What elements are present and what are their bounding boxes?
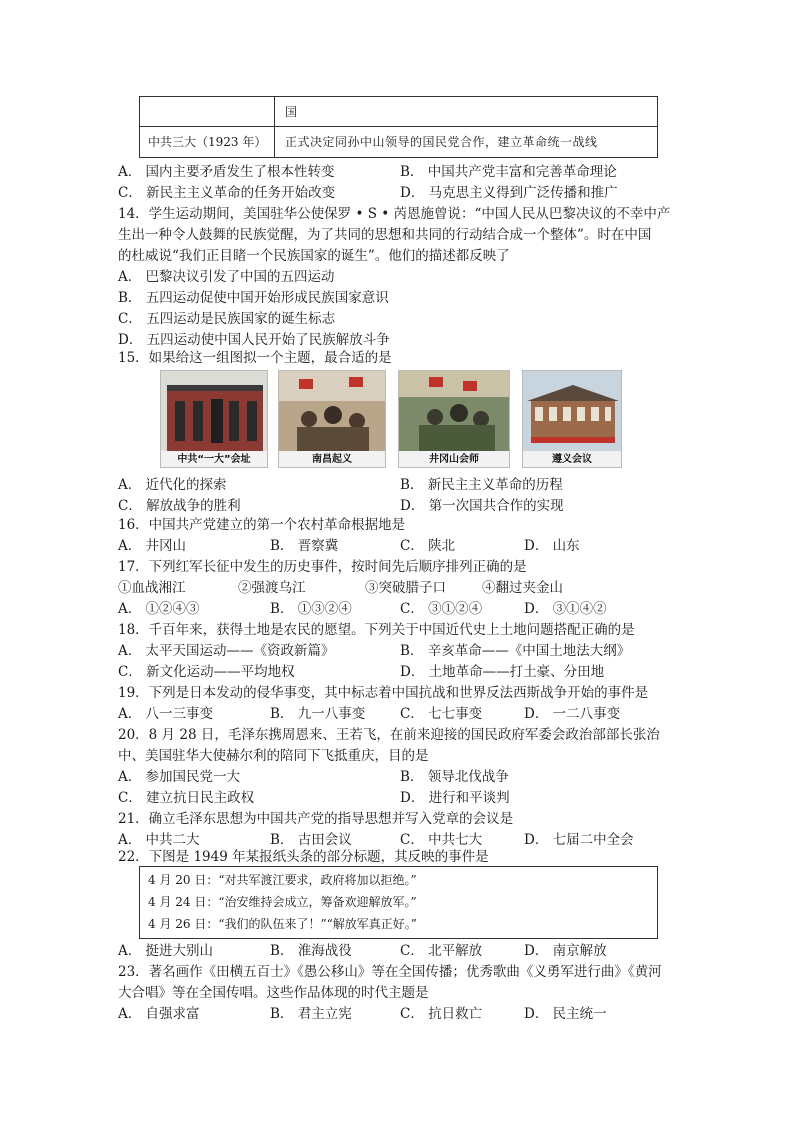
headline-line: 4 月 26 日：“我们的队伍来了！”“解放军真正好。” [148, 917, 417, 931]
question-20-stem-line: 20．8 月 28 日，毛泽东携周恩来、王若飞，在前来迎接的国民政府军委会政治部部长张治 [118, 727, 660, 743]
option-b: B． 辛亥革命——《中国土地法大纲》 [400, 643, 631, 659]
event-item: ①血战湘江 [118, 580, 186, 596]
option-c: C． 新文化运动——平均地权 [118, 664, 295, 680]
option-a: A． 自强求富 [118, 1006, 200, 1022]
option-a: A． 挺进大别山 [118, 943, 214, 959]
option-b: B． ①③②④ [270, 601, 352, 617]
newspaper-headlines-box [139, 866, 658, 939]
question-22-stem: 22．下图是 1949 年某报纸头条的部分标题，其反映的事件是 [118, 849, 489, 865]
question-15-stem: 15．如果给这一组图拟一个主题，最合适的是 [118, 350, 392, 366]
image-caption: 井冈山会师 [429, 454, 479, 465]
question-14-stem-line: 生出一种令人鼓舞的民族觉醒，为了共同的思想和共同的行动结合成一个整体”。时在中国 [118, 227, 652, 243]
event-item: ③突破腊子口 [365, 580, 446, 596]
event-item: ②强渡乌江 [238, 580, 306, 596]
question-14-stem-line: 的杜威说“我们正目睹一个民族国家的诞生”。他们的描述都反映了 [118, 248, 510, 264]
table-row [140, 97, 657, 127]
option-c: C． 七七事变 [400, 706, 483, 722]
option-d: D． 一二八事变 [524, 706, 621, 722]
question-23-stem-line: 23．著名画作《田横五百士》《愚公移山》等在全国传播；优秀歌曲《义勇军进行曲》《黄河 [118, 964, 662, 980]
table-row [140, 127, 657, 157]
option-b: B． 晋察冀 [270, 538, 339, 554]
option-a: A． 八一三事变 [118, 706, 214, 722]
option-d: D． 民主统一 [524, 1006, 607, 1022]
image-nanchang-uprising [278, 370, 386, 468]
option-d: D． 南京解放 [524, 943, 607, 959]
option-b: B． 九一八事变 [270, 706, 366, 722]
question-23-stem-line: 大合唱》等在全国传唱。这些作品体现的时代主题是 [118, 985, 429, 1001]
image-jinggangshan-meeting [398, 370, 510, 468]
option-c: C． 中共七大 [400, 832, 483, 848]
option-c: C． 新民主主义革命的任务开始改变 [118, 185, 336, 201]
option-b: B． 淮海战役 [270, 943, 352, 959]
table-cell: 中共三大（1923 年） [140, 127, 275, 157]
option-c: C． 陕北 [400, 538, 456, 554]
question-18-stem: 18．千百年来，获得土地是农民的愿望。下列关于中国近代史上土地问题搭配正确的是 [118, 622, 635, 638]
option-a: A． 巴黎决议引发了中国的五四运动 [118, 269, 335, 285]
option-c: C． 建立抗日民主政权 [118, 790, 255, 806]
option-d: D． 七届二中全会 [524, 832, 634, 848]
option-d: D． 第一次国共合作的实现 [400, 498, 564, 514]
option-a: A． 中共二大 [118, 832, 200, 848]
option-d: D． ③①④② [524, 601, 607, 617]
question-14-stem-line: 14．学生运动期间，美国驻华公使保罗 • S • 芮恩施曾说：“中国人民从巴黎决议的不幸中产 [118, 206, 671, 222]
option-b: B． 中国共产党丰富和完善革命理论 [400, 164, 617, 180]
table-cell: 国 [285, 105, 298, 119]
table-cell: 正式决定同孙中山领导的国民党合作，建立革命统一战线 [285, 135, 598, 149]
option-b: B． 古田会议 [270, 832, 352, 848]
option-a: A． 近代化的探索 [118, 477, 227, 493]
option-b: B． 君主立宪 [270, 1006, 352, 1022]
option-a: A． 井冈山 [118, 538, 187, 554]
option-a: A． 太平天国运动——《资政新篇》 [118, 643, 335, 659]
event-item: ④翻过夹金山 [482, 580, 563, 596]
option-d: D． 马克思主义得到广泛传播和推广 [400, 185, 618, 201]
option-d: D． 土地革命——打土豪、分田地 [400, 664, 605, 680]
option-c: C． 抗日救亡 [400, 1006, 483, 1022]
image-site-first-congress [160, 370, 268, 468]
question-19-stem: 19．下列是日本发动的侵华事变，其中标志着中国抗战和世界反法西斯战争开始的事件是 [118, 685, 649, 701]
image-caption: 遵义会议 [552, 454, 592, 465]
option-c: C． 五四运动是民族国家的诞生标志 [118, 311, 336, 327]
headline-line: 4 月 20 日：“对共军渡江要求，政府将加以拒绝。” [148, 873, 417, 887]
question-17-stem: 17．下列红军长征中发生的历史事件，按时间先后顺序排列正确的是 [118, 559, 527, 575]
headline-line: 4 月 24 日：“治安维持会成立，筹备欢迎解放军。” [148, 895, 417, 909]
question-20-stem-line: 中、美国驻华大使赫尔利的陪同下飞抵重庆，目的是 [118, 748, 429, 764]
event-table [139, 96, 658, 158]
option-a: A． 参加国民党一大 [118, 769, 241, 785]
option-d: D． 山东 [524, 538, 580, 554]
option-b: B． 五四运动促使中国开始形成民族国家意识 [118, 290, 389, 306]
option-b: B． 领导北伐战争 [400, 769, 509, 785]
image-caption: 中共“一大”会址 [177, 454, 251, 465]
option-a: A． 国内主要矛盾发生了根本性转变 [118, 164, 335, 180]
question-16-stem: 16．中国共产党建立的第一个农村革命根据地是 [118, 517, 406, 533]
option-c: C． 北平解放 [400, 943, 483, 959]
option-b: B． 新民主主义革命的历程 [400, 477, 563, 493]
image-caption: 南昌起义 [312, 454, 352, 465]
option-d: D． 五四运动使中国人民开始了民族解放斗争 [118, 332, 390, 348]
image-zunyi-meeting [522, 370, 622, 468]
option-d: D． 进行和平谈判 [400, 790, 510, 806]
option-c: C． 解放战争的胜利 [118, 498, 241, 514]
option-c: C． ③①②④ [400, 601, 483, 617]
table-cell [140, 97, 275, 126]
question-21-stem: 21．确立毛泽东思想为中国共产党的指导思想并写入党章的会议是 [118, 811, 514, 827]
option-a: A． ①②④③ [118, 601, 200, 617]
image-group [160, 370, 622, 468]
